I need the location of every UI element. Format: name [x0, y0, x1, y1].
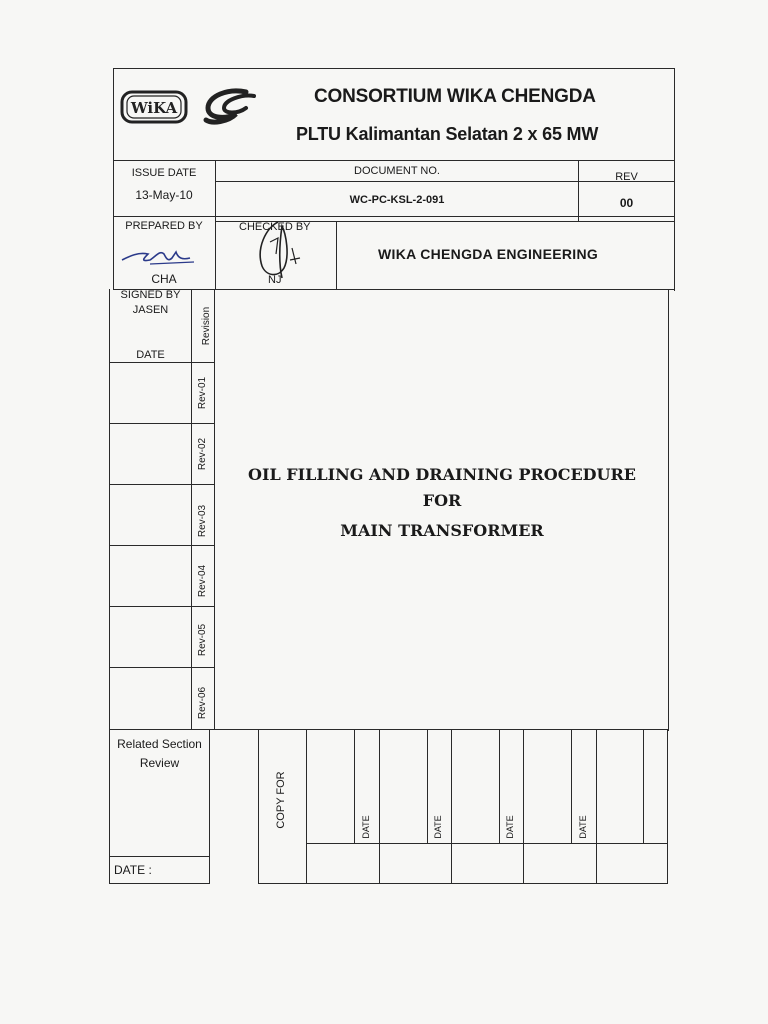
meta-divider-2 — [578, 160, 579, 222]
copy-grid-right — [667, 729, 668, 884]
footer-date-label: DATE : — [114, 863, 152, 877]
approval-divider-1 — [215, 216, 216, 290]
approval-bottom-line — [113, 289, 675, 290]
left-col-inner — [191, 289, 192, 729]
chengda-logo — [198, 86, 262, 130]
revision-header: Revision — [201, 306, 212, 346]
prepared-signature — [120, 244, 200, 268]
rev-label-6: Rev-06 — [197, 686, 208, 720]
project-name: PLTU Kalimantan Selatan 2 x 65 MW — [296, 124, 599, 144]
frame-top — [113, 68, 675, 69]
main-bottom-line — [109, 729, 669, 730]
copy-grid-left — [258, 729, 259, 884]
date-col-4: DATE — [578, 815, 588, 839]
rev-value: 00 — [619, 196, 634, 210]
date-col-2: DATE — [433, 815, 443, 839]
copy-col-1 — [306, 729, 307, 884]
engineering-name: WIKA CHENGDA ENGINEERING — [378, 246, 599, 262]
prepared-by: CHA — [151, 272, 177, 286]
copy-col-7 — [523, 729, 524, 884]
issue-date-label: ISSUE DATE — [131, 167, 197, 179]
copy-col-3 — [379, 729, 380, 884]
copy-grid-bottom — [258, 883, 668, 884]
signed-by: JASEN — [132, 304, 169, 316]
copy-col-5 — [451, 729, 452, 884]
company-name: CONSORTIUM WIKA CHENGDA — [314, 86, 596, 107]
main-right-border — [668, 289, 669, 731]
issue-date: 13-May-10 — [135, 188, 193, 202]
related-section-1: Related Section — [117, 737, 202, 751]
copy-col-2 — [354, 729, 355, 843]
rev-label-2: Rev-02 — [197, 437, 208, 471]
copy-col-9 — [596, 729, 597, 884]
checked-signature — [248, 220, 308, 282]
rev-line-3 — [109, 484, 215, 485]
related-section-2: Review — [139, 756, 180, 770]
rev-label-1: Rev-01 — [197, 376, 208, 410]
rev-label-3: Rev-03 — [197, 504, 208, 538]
copy-col-8 — [571, 729, 572, 843]
footer-bottom-left — [109, 883, 210, 884]
rev-label-5: Rev-05 — [197, 623, 208, 657]
frame-left-upper — [113, 68, 114, 290]
footer-left-divider — [209, 729, 210, 884]
approval-divider-2 — [336, 221, 337, 290]
prepared-by-label: PREPARED BY — [125, 220, 203, 232]
title-line-1: OIL FILLING AND DRAINING PROCEDURE — [248, 465, 636, 484]
copy-col-6 — [499, 729, 500, 843]
signed-date-label: DATE — [136, 349, 165, 361]
copy-col-4 — [427, 729, 428, 843]
checked-by-label: CHECKED BY — [239, 221, 311, 233]
checked-by: NJ — [268, 274, 282, 286]
copy-for-label: COPY FOR — [275, 771, 287, 829]
footer-date-line — [109, 856, 210, 857]
wika-logo — [120, 88, 190, 126]
rev-label-4: Rev-04 — [197, 564, 208, 598]
title-line-2: FOR — [422, 491, 462, 510]
svg-text:WiKA: WiKA — [130, 99, 178, 117]
date-col-3: DATE — [505, 815, 515, 839]
document-no: WC-PC-KSL-2-091 — [349, 194, 445, 206]
copy-col-10 — [643, 729, 644, 843]
rev-label: REV — [615, 171, 638, 183]
title-line-3: MAIN TRANSFORMER — [340, 521, 544, 540]
signed-by-label: SIGNED BY — [120, 289, 181, 301]
frame-right-upper — [674, 68, 675, 291]
meta-top-line — [113, 160, 675, 161]
meta-bottom-line — [113, 216, 675, 217]
left-col-outer — [109, 289, 110, 884]
document-no-label: DOCUMENT NO. — [354, 165, 440, 177]
date-col-1: DATE — [361, 815, 371, 839]
